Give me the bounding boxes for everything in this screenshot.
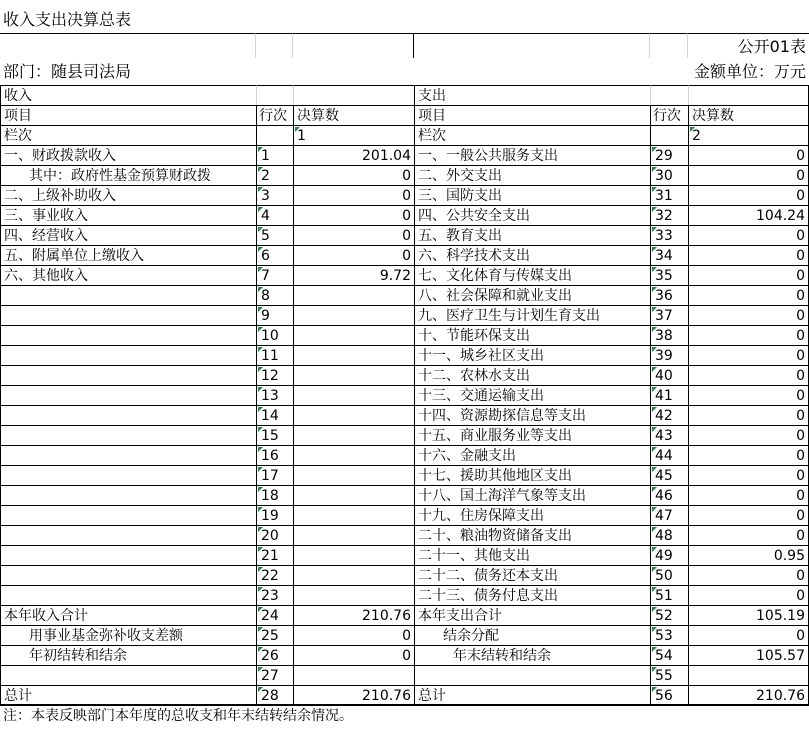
expense-amount-cell: 0 <box>688 465 809 485</box>
income-item-cell: 用事业基金弥补收支差额 <box>0 625 256 645</box>
expense-item-cell: 总计 <box>414 685 650 705</box>
expense-line-cell: 45 <box>650 465 688 485</box>
expense-item-cell: 十五、商业服务业等支出 <box>414 425 650 445</box>
unit-label: 金额单位：万元 <box>693 62 806 81</box>
table-row <box>0 585 809 605</box>
income-line-cell: 23 <box>256 585 293 605</box>
expense-line-cell: 39 <box>650 345 688 365</box>
table-row <box>0 145 809 165</box>
income-amount-cell <box>293 445 414 465</box>
expense-item-cell: 五、教育支出 <box>414 225 650 245</box>
expense-line-cell: 37 <box>650 305 688 325</box>
income-line-cell: 4 <box>256 205 293 225</box>
income-item-cell: 一、财政拨款收入 <box>0 145 256 165</box>
table-row <box>0 625 809 645</box>
expense-item-cell: 二十二、债务还本支出 <box>414 565 650 585</box>
col-item-expense: 项目 <box>414 105 650 125</box>
footer-note: 注：本表反映部门本年度的总收支和年末结转结余情况。 <box>0 705 809 727</box>
income-amount-cell <box>293 565 414 585</box>
expense-amount-cell: 0 <box>688 585 809 605</box>
col-label-income: 栏次 <box>0 125 256 145</box>
income-item-cell <box>0 525 256 545</box>
income-item-cell: 二、上级补助收入 <box>0 185 256 205</box>
income-line-cell: 14 <box>256 405 293 425</box>
income-amount-cell <box>293 585 414 605</box>
expense-item-cell: 八、社会保障和就业支出 <box>414 285 650 305</box>
expense-line-cell: 30 <box>650 165 688 185</box>
table-row <box>0 465 809 485</box>
expense-line-cell: 56 <box>650 685 688 705</box>
table-row <box>0 665 809 685</box>
expense-amount-cell: 0 <box>688 425 809 445</box>
income-line-cell: 24 <box>256 605 293 625</box>
expense-item-cell: 七、文化体育与传媒支出 <box>414 265 650 285</box>
income-amount-cell: 0 <box>293 245 414 265</box>
income-item-cell <box>0 385 256 405</box>
income-item-cell <box>0 305 256 325</box>
income-amount-cell <box>293 405 414 425</box>
income-amount-cell: 201.04 <box>293 145 414 165</box>
expense-item-cell: 年末结转和结余 <box>414 645 650 665</box>
expense-amount-cell: 0 <box>688 625 809 645</box>
expense-item-cell: 二十、粮油物资储备支出 <box>414 525 650 545</box>
table-row <box>0 225 809 245</box>
expense-amount-cell: 0 <box>688 225 809 245</box>
income-amount-cell <box>293 325 414 345</box>
expense-line-cell: 49 <box>650 545 688 565</box>
table-row <box>0 165 809 185</box>
income-line-cell: 18 <box>256 485 293 505</box>
expense-item-cell: 结余分配 <box>414 625 650 645</box>
table-row <box>0 425 809 445</box>
expense-line-cell: 47 <box>650 505 688 525</box>
income-line-cell: 3 <box>256 185 293 205</box>
expense-line-cell: 50 <box>650 565 688 585</box>
expense-amount-cell: 0 <box>688 525 809 545</box>
income-item-cell <box>0 325 256 345</box>
income-line-cell: 28 <box>256 685 293 705</box>
income-line-cell: 13 <box>256 385 293 405</box>
expense-line-cell: 34 <box>650 245 688 265</box>
expense-amount-cell: 0 <box>688 445 809 465</box>
income-line-cell: 26 <box>256 645 293 665</box>
expense-item-cell <box>414 665 650 685</box>
col-line-income: 行次 <box>256 105 293 125</box>
expense-line-cell: 51 <box>650 585 688 605</box>
table-row <box>0 505 809 525</box>
income-line-cell: 17 <box>256 465 293 485</box>
income-item-cell: 三、事业收入 <box>0 205 256 225</box>
expense-item-cell: 十三、交通运输支出 <box>414 385 650 405</box>
expense-item-cell: 十七、援助其他地区支出 <box>414 465 650 485</box>
col-line-expense: 行次 <box>650 105 688 125</box>
col-item-income: 项目 <box>0 105 256 125</box>
income-item-cell <box>0 405 256 425</box>
income-amount-cell <box>293 345 414 365</box>
income-line-cell: 9 <box>256 305 293 325</box>
expense-amount-cell: 0 <box>688 165 809 185</box>
income-amount-cell <box>293 505 414 525</box>
expense-item-cell: 六、科学技术支出 <box>414 245 650 265</box>
department-label: 部门：随县司法局 <box>3 62 132 81</box>
income-item-cell <box>0 505 256 525</box>
income-amount-cell <box>293 365 414 385</box>
expense-amount-cell: 0 <box>688 325 809 345</box>
income-line-cell: 19 <box>256 505 293 525</box>
expense-amount-cell <box>688 665 809 685</box>
income-item-cell: 五、附属单位上缴收入 <box>0 245 256 265</box>
expense-item-cell: 四、公共安全支出 <box>414 205 650 225</box>
income-item-cell <box>0 585 256 605</box>
expense-item-cell: 十、节能环保支出 <box>414 325 650 345</box>
income-amount-cell <box>293 385 414 405</box>
income-line-cell: 22 <box>256 565 293 585</box>
expense-line-cell: 55 <box>650 665 688 685</box>
income-item-cell <box>0 665 256 685</box>
income-amount-cell <box>293 525 414 545</box>
expense-amount-cell: 0 <box>688 185 809 205</box>
expense-line-cell: 48 <box>650 525 688 545</box>
income-line-cell: 12 <box>256 365 293 385</box>
expense-line-cell: 35 <box>650 265 688 285</box>
income-line-cell: 25 <box>256 625 293 645</box>
income-amount-cell: 0 <box>293 625 414 645</box>
income-item-cell <box>0 365 256 385</box>
expense-line-cell: 52 <box>650 605 688 625</box>
form-code: 公开01表 <box>688 33 809 58</box>
table-row <box>0 485 809 505</box>
expense-amount-cell: 105.19 <box>688 605 809 625</box>
expense-amount-cell: 0 <box>688 385 809 405</box>
income-item-cell <box>0 485 256 505</box>
expense-line-cell: 46 <box>650 485 688 505</box>
note-row <box>0 705 809 727</box>
table-row <box>0 365 809 385</box>
expense-item-cell: 二十一、其他支出 <box>414 545 650 565</box>
income-amount-cell <box>293 305 414 325</box>
expense-line-cell: 29 <box>650 145 688 165</box>
table-row <box>0 265 809 285</box>
expense-amount-cell: 0 <box>688 405 809 425</box>
col-amount-income: 决算数 <box>293 105 414 125</box>
income-amount-cell <box>293 285 414 305</box>
table-row <box>0 605 809 625</box>
col-label-expense: 栏次 <box>414 125 650 145</box>
table-row <box>0 685 809 705</box>
income-line-cell: 2 <box>256 165 293 185</box>
expense-item-cell: 三、国防支出 <box>414 185 650 205</box>
expense-line-cell: 43 <box>650 425 688 445</box>
expense-item-cell: 十一、城乡社区支出 <box>414 345 650 365</box>
income-amount-cell: 0 <box>293 185 414 205</box>
income-amount-cell: 210.76 <box>293 685 414 705</box>
expense-amount-cell: 0 <box>688 485 809 505</box>
expense-line-cell: 33 <box>650 225 688 245</box>
income-line-cell: 20 <box>256 525 293 545</box>
table-row <box>0 245 809 265</box>
expense-line-cell: 41 <box>650 385 688 405</box>
income-item-cell: 年初结转和结余 <box>0 645 256 665</box>
table-row <box>0 305 809 325</box>
expense-line-cell: 40 <box>650 365 688 385</box>
expense-amount-cell: 105.57 <box>688 645 809 665</box>
expense-line-cell: 31 <box>650 185 688 205</box>
expense-line-cell: 42 <box>650 405 688 425</box>
col-number-expense: 2 <box>688 125 809 145</box>
form-code-row <box>0 33 809 58</box>
income-amount-cell <box>293 425 414 445</box>
income-line-cell: 15 <box>256 425 293 445</box>
income-line-cell: 6 <box>256 245 293 265</box>
income-item-cell <box>0 465 256 485</box>
income-amount-cell <box>293 465 414 485</box>
income-line-cell: 16 <box>256 445 293 465</box>
column-header-row <box>0 105 809 125</box>
expense-line-cell: 53 <box>650 625 688 645</box>
income-amount-cell: 210.76 <box>293 605 414 625</box>
income-line-cell: 8 <box>256 285 293 305</box>
income-line-cell: 1 <box>256 145 293 165</box>
table-row <box>0 645 809 665</box>
table-row <box>0 205 809 225</box>
income-item-cell: 六、其他收入 <box>0 265 256 285</box>
expense-amount-cell: 104.24 <box>688 205 809 225</box>
income-line-cell: 27 <box>256 665 293 685</box>
column-number-row <box>0 125 809 145</box>
title-row <box>0 10 809 32</box>
col-number-income: 1 <box>293 125 414 145</box>
expense-amount-cell: 0 <box>688 265 809 285</box>
expense-line-cell: 38 <box>650 325 688 345</box>
income-amount-cell: 9.72 <box>293 265 414 285</box>
income-amount-cell <box>293 665 414 685</box>
expense-item-cell: 九、医疗卫生与计划生育支出 <box>414 305 650 325</box>
income-item-cell: 本年收入合计 <box>0 605 256 625</box>
table-row <box>0 565 809 585</box>
table-row <box>0 345 809 365</box>
income-item-cell: 其中：政府性基金预算财政拨 <box>0 165 256 185</box>
expense-line-cell: 54 <box>650 645 688 665</box>
expense-item-cell: 十六、金融支出 <box>414 445 650 465</box>
income-item-cell <box>0 345 256 365</box>
income-item-cell: 总计 <box>0 685 256 705</box>
table-row <box>0 185 809 205</box>
expense-item-cell: 十九、住房保障支出 <box>414 505 650 525</box>
income-line-cell: 10 <box>256 325 293 345</box>
col-amount-expense: 决算数 <box>688 105 809 125</box>
expense-amount-cell: 0.95 <box>688 545 809 565</box>
income-amount-cell: 0 <box>293 165 414 185</box>
expense-amount-cell: 0 <box>688 505 809 525</box>
expense-line-cell: 32 <box>650 205 688 225</box>
expense-amount-cell: 0 <box>688 305 809 325</box>
income-line-cell: 5 <box>256 225 293 245</box>
expense-amount-cell: 0 <box>688 365 809 385</box>
income-amount-cell: 0 <box>293 205 414 225</box>
expense-line-cell: 44 <box>650 445 688 465</box>
income-amount-cell: 0 <box>293 645 414 665</box>
income-item-cell <box>0 545 256 565</box>
department-row <box>0 58 809 85</box>
section-header-row <box>0 85 809 105</box>
table-row <box>0 525 809 545</box>
income-item-cell: 四、经营收入 <box>0 225 256 245</box>
expense-amount-cell: 0 <box>688 285 809 305</box>
table-row <box>0 445 809 465</box>
table-row <box>0 325 809 345</box>
income-line-cell: 21 <box>256 545 293 565</box>
section-expense-label: 支出 <box>414 85 650 105</box>
income-item-cell <box>0 285 256 305</box>
table-row <box>0 385 809 405</box>
expense-item-cell: 十八、国土海洋气象等支出 <box>414 485 650 505</box>
table-row <box>0 545 809 565</box>
income-amount-cell: 0 <box>293 225 414 245</box>
income-line-cell: 7 <box>256 265 293 285</box>
expense-item-cell: 十二、农林水支出 <box>414 365 650 385</box>
expense-item-cell: 二、外交支出 <box>414 165 650 185</box>
income-amount-cell <box>293 545 414 565</box>
expense-amount-cell: 0 <box>688 345 809 365</box>
income-line-cell: 11 <box>256 345 293 365</box>
table-row <box>0 285 809 305</box>
expense-item-cell: 二十三、债务付息支出 <box>414 585 650 605</box>
section-income-label: 收入 <box>0 85 256 105</box>
expense-item-cell: 一、一般公共服务支出 <box>414 145 650 165</box>
expense-item-cell: 十四、资源勘探信息等支出 <box>414 405 650 425</box>
expense-amount-cell: 0 <box>688 145 809 165</box>
expense-line-cell: 36 <box>650 285 688 305</box>
income-item-cell <box>0 425 256 445</box>
expense-amount-cell: 0 <box>688 565 809 585</box>
income-item-cell <box>0 565 256 585</box>
table-row <box>0 405 809 425</box>
expense-item-cell: 本年支出合计 <box>414 605 650 625</box>
income-amount-cell <box>293 485 414 505</box>
sheet-title: 收入支出决算总表 <box>3 10 132 29</box>
income-item-cell <box>0 445 256 465</box>
expense-amount-cell: 0 <box>688 245 809 265</box>
expense-amount-cell: 210.76 <box>688 685 809 705</box>
